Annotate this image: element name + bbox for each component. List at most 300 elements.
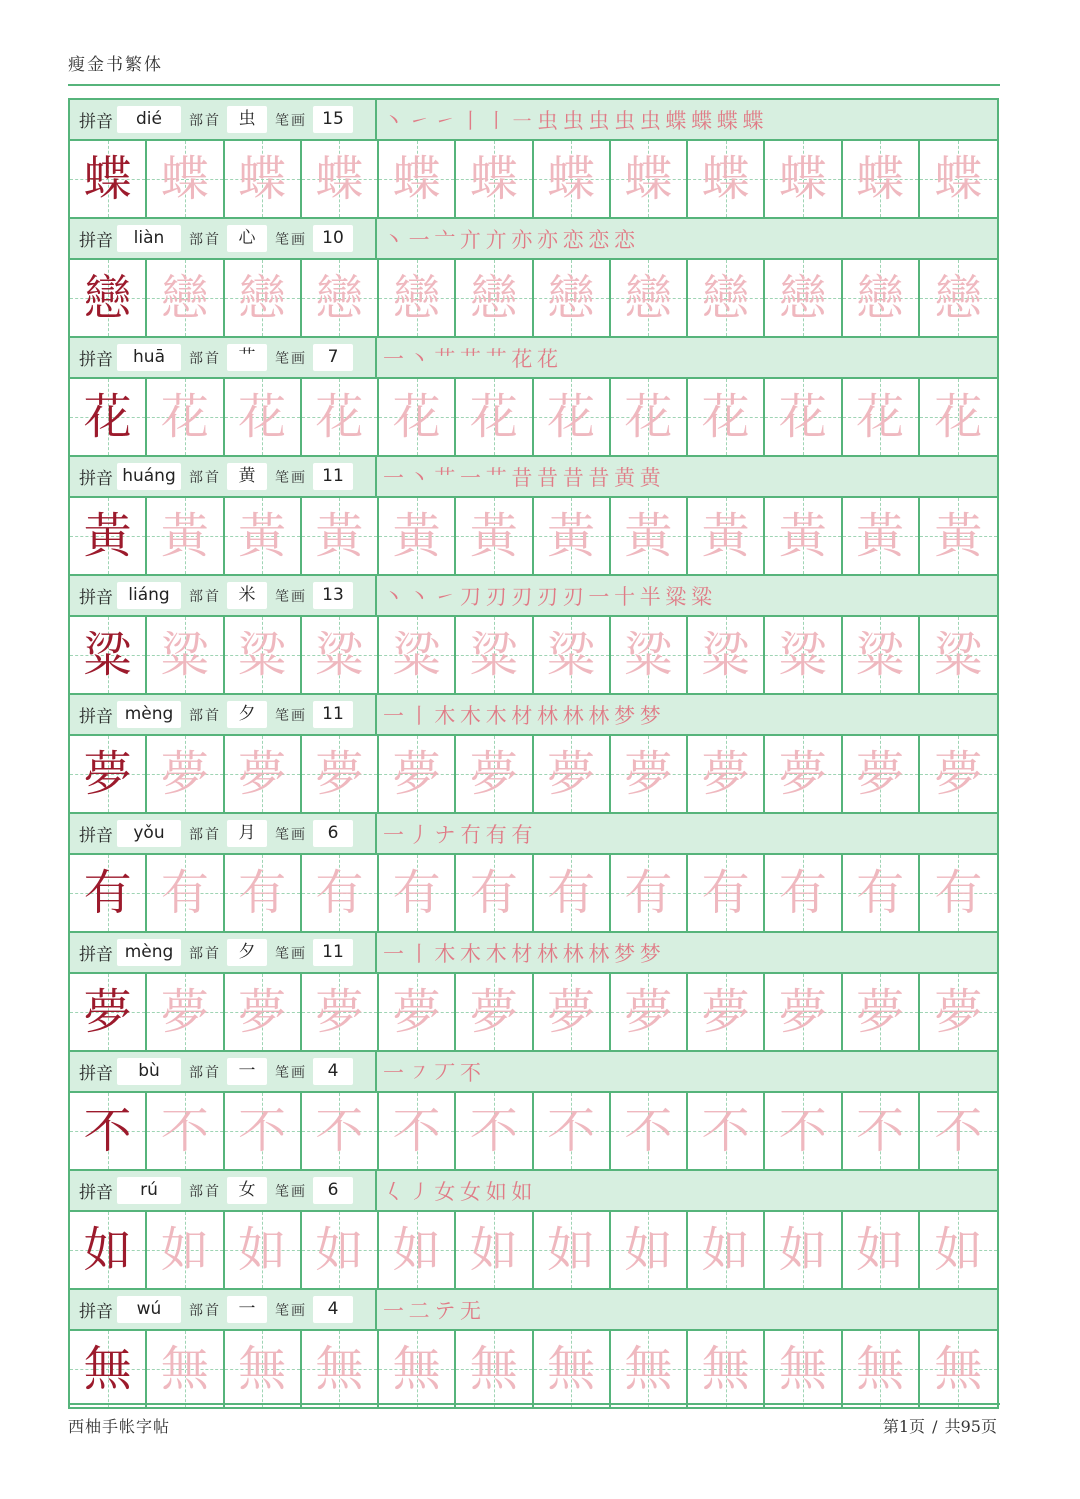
trace-cell [920, 974, 997, 1050]
model-character: 不 [83, 1103, 132, 1159]
trace-character: 黃 [778, 508, 827, 564]
trace-cell [225, 736, 302, 812]
trace-character: 無 [934, 1341, 983, 1397]
trace-character: 無 [238, 1341, 287, 1397]
trace-character: 粱 [238, 627, 287, 683]
trace-cell [225, 379, 302, 455]
stroke-order-strip [377, 814, 997, 853]
trace-cell [534, 974, 611, 1050]
trace-cell [765, 1331, 842, 1407]
trace-cell [302, 1212, 379, 1288]
trace-character: 花 [856, 389, 905, 445]
pinyin-value: yǒu [117, 820, 181, 847]
stroke-order-strip [377, 338, 997, 377]
trace-character: 夢 [934, 984, 983, 1040]
trace-character: 無 [315, 1341, 364, 1397]
trace-cell [534, 141, 611, 217]
radical-value: 夕 [227, 939, 267, 966]
entry-info-row [70, 457, 997, 498]
trace-cell [379, 1212, 456, 1288]
character-entry [70, 933, 997, 1052]
strokes-label: 笔画 [275, 1064, 307, 1081]
trace-character: 夢 [701, 984, 750, 1040]
trace-character: 夢 [392, 984, 441, 1040]
stroke-count-value: 4 [313, 1296, 353, 1323]
practice-grid [70, 974, 997, 1050]
trace-cell [843, 498, 920, 574]
trace-character: 戀 [934, 270, 983, 326]
trace-cell [302, 617, 379, 693]
trace-character: 夢 [315, 984, 364, 1040]
trace-character: 花 [469, 389, 518, 445]
trace-cell [225, 1093, 302, 1169]
trace-cell [688, 1093, 765, 1169]
strokes-label: 笔画 [275, 588, 307, 605]
trace-character: 黃 [160, 508, 209, 564]
trace-character: 黃 [238, 508, 287, 564]
trace-cell [611, 736, 688, 812]
trace-character: 戀 [547, 270, 596, 326]
trace-cell [843, 1093, 920, 1169]
trace-character: 夢 [547, 984, 596, 1040]
character-entry [70, 219, 997, 338]
trace-character: 花 [238, 389, 287, 445]
trace-cell [302, 736, 379, 812]
strokes-label: 笔画 [275, 1302, 307, 1319]
trace-cell [302, 141, 379, 217]
trace-cell [843, 260, 920, 336]
pinyin-label: 拼音 [79, 231, 113, 251]
radical-label: 部首 [189, 1183, 221, 1200]
stroke-order-sequence: 一 丶 艹 艹 艹 花 花 [383, 346, 558, 371]
entry-meta [70, 100, 377, 139]
stroke-order-sequence: 一 丿 ナ 冇 有 有 [383, 822, 532, 847]
trace-cell [611, 855, 688, 931]
trace-cell [765, 141, 842, 217]
trace-cell [147, 1212, 224, 1288]
model-character: 有 [83, 865, 132, 921]
trace-cell [611, 1212, 688, 1288]
trace-cell [765, 736, 842, 812]
trace-cell [688, 855, 765, 931]
trace-cell [379, 1093, 456, 1169]
entry-meta [70, 1290, 377, 1329]
trace-character: 無 [469, 1341, 518, 1397]
trace-character: 粱 [160, 627, 209, 683]
pinyin-value: huā [117, 344, 181, 371]
character-entry [70, 695, 997, 814]
pinyin-value: mèng [117, 701, 181, 728]
stroke-order-sequence: 丶 一 亠 亣 亣 亦 亦 恋 恋 恋 [383, 227, 635, 252]
trace-cell [611, 260, 688, 336]
pinyin-label: 拼音 [79, 469, 113, 489]
entry-meta [70, 338, 377, 377]
strokes-label: 笔画 [275, 1183, 307, 1200]
pinyin-value: huáng [117, 463, 181, 490]
entry-info-row [70, 219, 997, 260]
trace-cell [688, 498, 765, 574]
trace-character: 蝶 [160, 151, 209, 207]
trace-cell [225, 141, 302, 217]
radical-value: 一 [227, 1058, 267, 1085]
trace-cell [147, 141, 224, 217]
trace-cell [765, 260, 842, 336]
model-cell [70, 617, 147, 693]
entry-meta [70, 1171, 377, 1210]
model-character: 無 [83, 1341, 132, 1397]
model-cell [70, 1212, 147, 1288]
entry-info-row [70, 338, 997, 379]
pinyin-label: 拼音 [79, 945, 113, 965]
entry-meta [70, 576, 377, 615]
trace-cell [765, 617, 842, 693]
trace-character: 有 [934, 865, 983, 921]
stroke-order-sequence: 一 丨 木 木 木 材 林 林 林 梦 梦 [383, 941, 660, 966]
trace-character: 粱 [624, 627, 673, 683]
trace-character: 不 [547, 1103, 596, 1159]
trace-character: 如 [547, 1222, 596, 1278]
radical-label: 部首 [189, 945, 221, 962]
character-entry [70, 1290, 997, 1407]
trace-cell [843, 617, 920, 693]
trace-character: 不 [778, 1103, 827, 1159]
trace-character: 夢 [934, 746, 983, 802]
trace-cell [147, 855, 224, 931]
trace-cell [688, 379, 765, 455]
trace-cell [302, 379, 379, 455]
radical-label: 部首 [189, 350, 221, 367]
model-cell [70, 974, 147, 1050]
character-entry [70, 814, 997, 933]
trace-cell [147, 1093, 224, 1169]
trace-character: 有 [856, 865, 905, 921]
model-character: 夢 [83, 984, 132, 1040]
trace-character: 有 [547, 865, 596, 921]
character-entry [70, 457, 997, 576]
header-rule [68, 84, 1000, 86]
practice-grid [70, 617, 997, 693]
strokes-label: 笔画 [275, 945, 307, 962]
trace-cell [534, 1331, 611, 1407]
entry-meta [70, 219, 377, 258]
trace-character: 粱 [547, 627, 596, 683]
pinyin-value: liàn [117, 225, 181, 252]
trace-character: 不 [392, 1103, 441, 1159]
trace-cell [920, 260, 997, 336]
trace-cell [920, 379, 997, 455]
stroke-order-sequence: 一 丨 木 木 木 材 林 林 林 梦 梦 [383, 703, 660, 728]
trace-cell [843, 1331, 920, 1407]
stroke-count-value: 6 [313, 820, 353, 847]
stroke-count-value: 11 [313, 939, 353, 966]
trace-cell [688, 736, 765, 812]
trace-cell [225, 1331, 302, 1407]
trace-character: 粱 [701, 627, 750, 683]
pinyin-label: 拼音 [79, 707, 113, 727]
trace-character: 戀 [160, 270, 209, 326]
trace-character: 無 [392, 1341, 441, 1397]
trace-cell [225, 498, 302, 574]
trace-cell [379, 974, 456, 1050]
pinyin-label: 拼音 [79, 1064, 113, 1084]
trace-cell [147, 974, 224, 1050]
character-entry [70, 576, 997, 695]
trace-character: 無 [778, 1341, 827, 1397]
stroke-count-value: 15 [313, 106, 353, 133]
pinyin-value: dié [117, 106, 181, 133]
page-indicator [882, 1414, 998, 1437]
trace-cell [147, 260, 224, 336]
trace-character: 不 [238, 1103, 287, 1159]
trace-character: 夢 [547, 746, 596, 802]
trace-character: 有 [778, 865, 827, 921]
trace-character: 黃 [701, 508, 750, 564]
trace-cell [456, 498, 533, 574]
trace-character: 不 [701, 1103, 750, 1159]
trace-cell [920, 1093, 997, 1169]
entry-meta [70, 814, 377, 853]
trace-character: 花 [315, 389, 364, 445]
trace-cell [302, 974, 379, 1050]
trace-cell [147, 1331, 224, 1407]
trace-cell [920, 736, 997, 812]
trace-character: 夢 [238, 984, 287, 1040]
trace-character: 黃 [392, 508, 441, 564]
pinyin-label: 拼音 [79, 350, 113, 370]
trace-cell [456, 736, 533, 812]
trace-cell [611, 974, 688, 1050]
strokes-label: 笔画 [275, 231, 307, 248]
entry-meta [70, 1052, 377, 1091]
trace-character: 黃 [856, 508, 905, 564]
trace-character: 無 [160, 1341, 209, 1397]
pinyin-value: rú [117, 1177, 181, 1204]
character-entry [70, 100, 997, 219]
trace-character: 粱 [469, 627, 518, 683]
trace-cell [688, 1331, 765, 1407]
entry-info-row [70, 1171, 997, 1212]
pinyin-value: wú [117, 1296, 181, 1323]
trace-character: 如 [392, 1222, 441, 1278]
strokes-label: 笔画 [275, 469, 307, 486]
radical-label: 部首 [189, 112, 221, 129]
trace-character: 有 [392, 865, 441, 921]
trace-cell [843, 974, 920, 1050]
trace-cell [456, 379, 533, 455]
trace-character: 有 [624, 865, 673, 921]
trace-character: 粱 [934, 627, 983, 683]
strokes-label: 笔画 [275, 826, 307, 843]
model-cell [70, 736, 147, 812]
strokes-label: 笔画 [275, 350, 307, 367]
trace-cell [534, 617, 611, 693]
trace-character: 黃 [547, 508, 596, 564]
trace-cell [379, 1331, 456, 1407]
practice-grid [70, 1093, 997, 1169]
trace-character: 無 [624, 1341, 673, 1397]
stroke-order-sequence: 𡿨 ㇓ 女 女 如 如 [383, 1179, 532, 1204]
trace-character: 蝶 [856, 151, 905, 207]
trace-character: 如 [315, 1222, 364, 1278]
trace-cell [765, 974, 842, 1050]
entry-info-row [70, 695, 997, 736]
practice-grid [70, 498, 997, 574]
pinyin-value: liáng [117, 582, 181, 609]
character-entry [70, 1052, 997, 1171]
trace-character: 蝶 [934, 151, 983, 207]
trace-cell [688, 141, 765, 217]
practice-grid [70, 260, 997, 336]
entry-meta [70, 695, 377, 734]
trace-cell [379, 260, 456, 336]
pinyin-label: 拼音 [79, 826, 113, 846]
trace-cell [765, 855, 842, 931]
trace-character: 有 [315, 865, 364, 921]
stroke-order-strip [377, 576, 997, 615]
trace-cell [302, 260, 379, 336]
trace-character: 戀 [469, 270, 518, 326]
trace-character: 夢 [856, 984, 905, 1040]
stroke-order-strip [377, 695, 997, 734]
page-header-title: 瘦金书繁体 [68, 55, 163, 75]
trace-character: 粱 [778, 627, 827, 683]
stroke-order-sequence: 一 ㇇ 丆 不 [383, 1060, 481, 1085]
trace-cell [611, 498, 688, 574]
trace-character: 不 [934, 1103, 983, 1159]
trace-character: 黃 [934, 508, 983, 564]
pinyin-label: 拼音 [79, 1183, 113, 1203]
trace-character: 無 [701, 1341, 750, 1397]
trace-cell [534, 1212, 611, 1288]
trace-character: 有 [469, 865, 518, 921]
model-cell [70, 1093, 147, 1169]
trace-cell [688, 974, 765, 1050]
trace-cell [379, 141, 456, 217]
stroke-order-strip [377, 1290, 997, 1329]
trace-cell [456, 855, 533, 931]
trace-cell [920, 617, 997, 693]
stroke-count-value: 13 [313, 582, 353, 609]
trace-cell [225, 855, 302, 931]
trace-character: 無 [856, 1341, 905, 1397]
trace-cell [843, 736, 920, 812]
trace-character: 夢 [469, 984, 518, 1040]
trace-cell [843, 1212, 920, 1288]
trace-cell [688, 617, 765, 693]
model-cell [70, 855, 147, 931]
radical-value: 虫 [227, 106, 267, 133]
radical-value: 女 [227, 1177, 267, 1204]
trace-cell [920, 498, 997, 574]
trace-character: 蝶 [392, 151, 441, 207]
trace-cell [302, 498, 379, 574]
practice-grid [70, 141, 997, 217]
practice-sheet [68, 98, 999, 1409]
trace-character: 夢 [238, 746, 287, 802]
trace-character: 戀 [238, 270, 287, 326]
trace-character: 戀 [856, 270, 905, 326]
trace-cell [379, 736, 456, 812]
radical-value: 一 [227, 1296, 267, 1323]
trace-cell [456, 1093, 533, 1169]
radical-value: 黄 [227, 463, 267, 490]
entry-info-row [70, 1290, 997, 1331]
trace-cell [456, 1212, 533, 1288]
trace-character: 有 [238, 865, 287, 921]
radical-value: 米 [227, 582, 267, 609]
trace-character: 夢 [392, 746, 441, 802]
trace-cell [843, 141, 920, 217]
trace-character: 蝶 [624, 151, 673, 207]
model-character: 如 [83, 1222, 132, 1278]
trace-character: 如 [160, 1222, 209, 1278]
trace-character: 蝶 [469, 151, 518, 207]
trace-character: 粱 [315, 627, 364, 683]
model-character: 戀 [83, 270, 132, 326]
trace-cell [302, 855, 379, 931]
trace-cell [765, 1093, 842, 1169]
radical-value: 夕 [227, 701, 267, 728]
trace-character: 如 [856, 1222, 905, 1278]
stroke-count-value: 11 [313, 701, 353, 728]
trace-cell [456, 974, 533, 1050]
trace-character: 花 [392, 389, 441, 445]
model-cell [70, 141, 147, 217]
trace-cell [456, 617, 533, 693]
trace-cell [147, 617, 224, 693]
trace-cell [225, 617, 302, 693]
trace-cell [611, 379, 688, 455]
trace-character: 如 [469, 1222, 518, 1278]
trace-character: 夢 [778, 746, 827, 802]
trace-character: 夢 [778, 984, 827, 1040]
trace-cell [920, 141, 997, 217]
pinyin-value: bù [117, 1058, 181, 1085]
stroke-count-value: 7 [313, 344, 353, 371]
stroke-count-value: 10 [313, 225, 353, 252]
trace-character: 不 [469, 1103, 518, 1159]
practice-grid [70, 1331, 997, 1407]
practice-grid [70, 736, 997, 812]
stroke-order-sequence: 一 二 テ 无 [383, 1298, 481, 1323]
trace-character: 夢 [856, 746, 905, 802]
trace-cell [765, 498, 842, 574]
stroke-order-sequence: 一 丶 艹 一 艹 昔 昔 昔 昔 黄 黄 [383, 465, 660, 490]
trace-cell [765, 379, 842, 455]
trace-cell [920, 1212, 997, 1288]
stroke-order-sequence: 丶 ㇀ ㇀ 丨 ㇑ ㇐ 虫 虫 虫 虫 虫 蝶 蝶 蝶 蝶 [383, 108, 763, 133]
trace-character: 黃 [624, 508, 673, 564]
model-cell [70, 1331, 147, 1407]
character-entry [70, 338, 997, 457]
trace-character: 粱 [392, 627, 441, 683]
trace-character: 夢 [469, 746, 518, 802]
trace-cell [611, 617, 688, 693]
trace-cell [534, 1093, 611, 1169]
trace-character: 花 [701, 389, 750, 445]
trace-cell [688, 260, 765, 336]
trace-character: 夢 [160, 746, 209, 802]
stroke-order-strip [377, 100, 997, 139]
model-character: 蝶 [83, 151, 132, 207]
stroke-count-value: 4 [313, 1058, 353, 1085]
radical-label: 部首 [189, 826, 221, 843]
strokes-label: 笔画 [275, 112, 307, 129]
radical-label: 部首 [189, 588, 221, 605]
trace-cell [147, 498, 224, 574]
character-entry [70, 1171, 997, 1290]
trace-cell [534, 736, 611, 812]
